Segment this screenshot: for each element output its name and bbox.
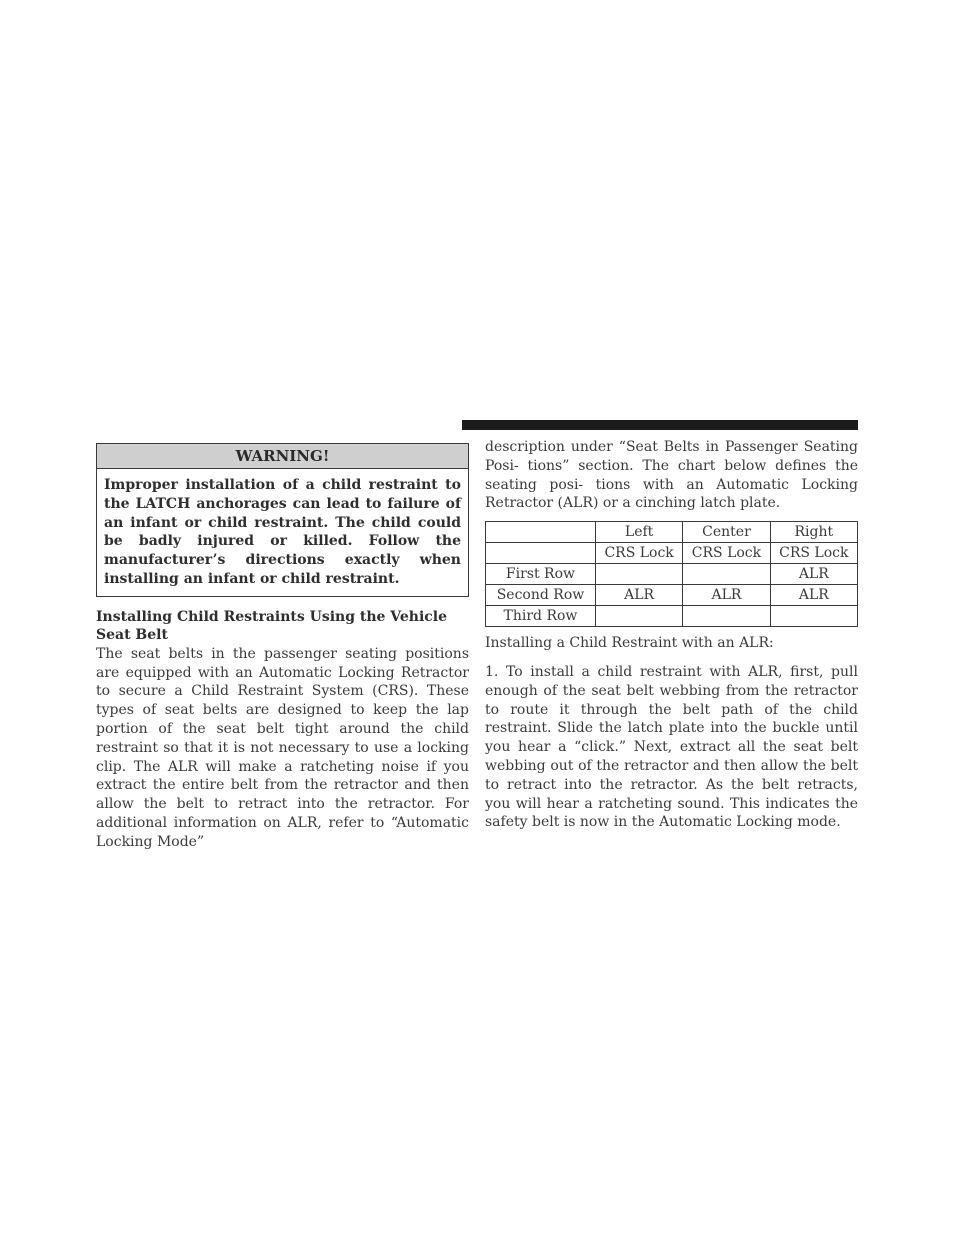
left-column [96,443,469,852]
table-header-row [486,543,858,564]
table-cell: Third Row [486,606,596,627]
table-cell [595,606,682,627]
table-cell [683,564,770,585]
header-rule [462,420,858,430]
seating-positions-table [485,521,858,627]
warning-title: WARNING! [97,444,468,469]
table-cell: ALR [770,564,857,585]
step-1-text: 1. To install a child restraint with ALR, first, pull enough of the seat belt webbing from the retractor to route it through the belt path of the child restraint. Slide the latch plate into the buckle until you hear a “click.” Next, extract all the seat belt webbing out of the retractor and then allow the belt to retract into the retractor. As the belt retracts, you will hear a ratcheting sound. This indicates the safety belt is now in the Automatic Locking mode. [485,663,858,831]
warning-text: Improper installation of a child restraint to the LATCH anchorages can lead to failure of an infant or child restraint. The child could be badly injured or killed. Follow the manufacturer’s directions exactly when installing an infant or child restraint. [104,477,461,587]
table-cell: CRS Lock [770,543,857,564]
section-heading: Installing Child Restraints Using the Vehicle Seat Belt [96,608,448,644]
table-cell [486,522,596,543]
table-cell: ALR [770,585,857,606]
warning-box [96,443,469,597]
alr-heading: Installing a Child Restraint with an ALR: [485,635,774,652]
table-row [486,564,858,585]
table-row [486,585,858,606]
table-cell: CRS Lock [595,543,682,564]
table-cell: ALR [595,585,682,606]
table-cell: Left [595,522,682,543]
table-cell: Second Row [486,585,596,606]
table-cell [486,543,596,564]
table-cell: Center [683,522,770,543]
table-cell: First Row [486,564,596,585]
table-cell [595,564,682,585]
table-cell [770,606,857,627]
section-body: The seat belts in the passenger seating positions are equipped with an Automatic Locking Retractor to secure a Child Restraint System (CRS). These types of seat belts are designed to keep the lap portion of the seat belt tight around the child restraint so that it is not necessary to use a locking clip. The ALR will make a ratcheting noise if you extract the entire belt from the retractor and then allow the belt to retract into the retractor. For additional information on ALR, refer to “Automatic Locking Mode” [96,645,469,850]
table-row [486,606,858,627]
right-column [485,438,858,832]
table-cell: CRS Lock [683,543,770,564]
continuation-text: description under “Seat Belts in Passenger Seating Posi- tions” section. The chart below defines the seating posi- tions with an Automatic Locking Retractor (ALR) or a cinching latch plate. [485,439,858,512]
table-cell [683,606,770,627]
table-header-row [486,522,858,543]
table-cell: ALR [683,585,770,606]
table-cell: Right [770,522,857,543]
